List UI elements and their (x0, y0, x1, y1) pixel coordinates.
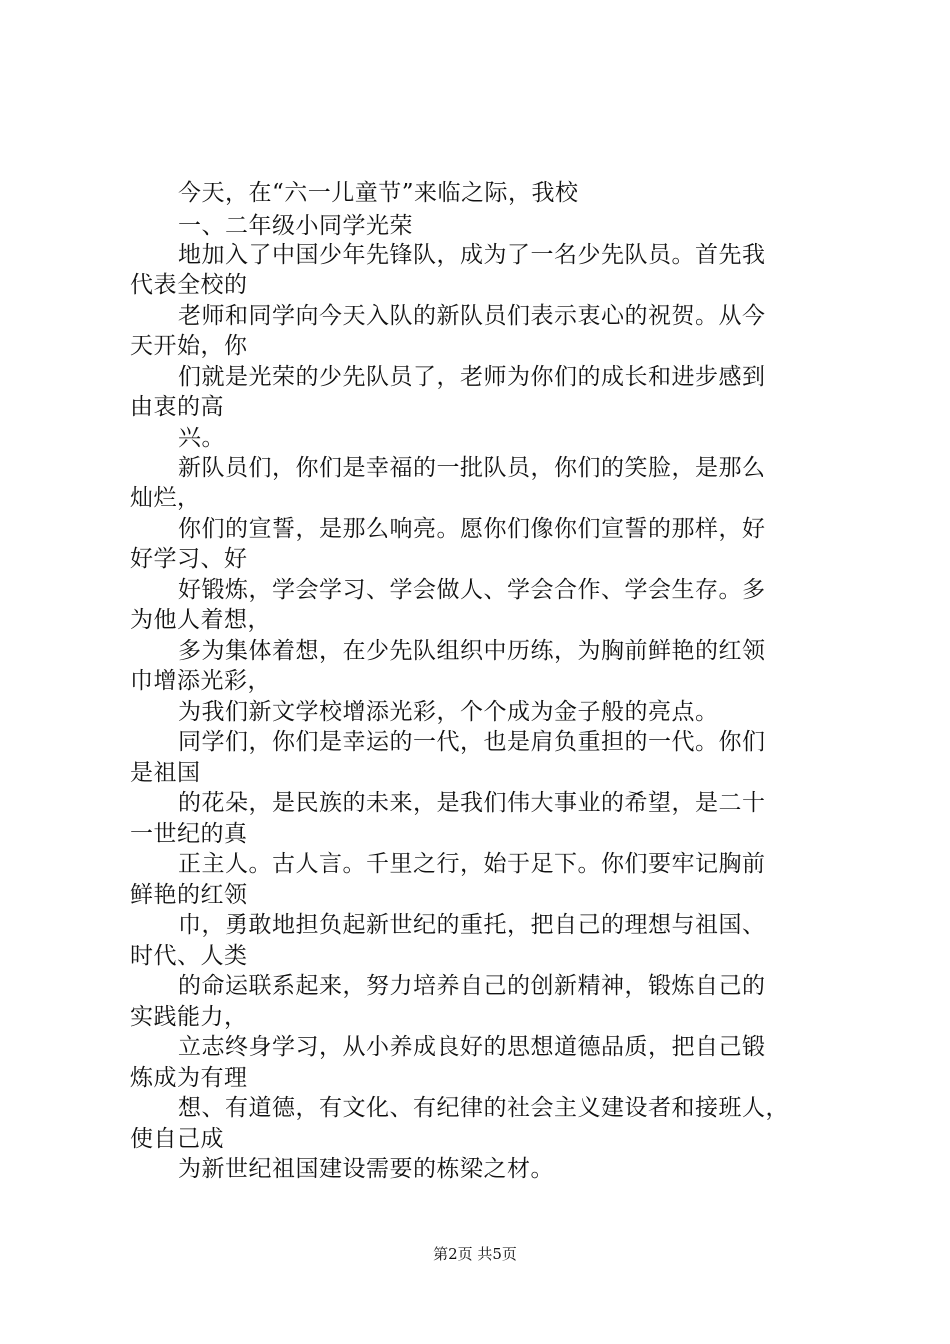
text-line: 由衷的高 (130, 394, 224, 420)
text-line: 新队员们，你们是幸福的一批队员，你们的笑脸，是那么 (178, 455, 766, 481)
text-line: 正主人。古人言。千里之行，始于足下。你们要牢记胸前 (178, 851, 766, 877)
text-line: 地加入了中国少年先锋队，成为了一名少先队员。首先我 (178, 242, 766, 268)
text-line: 为他人着想， (130, 607, 271, 633)
text-line: 使自己成 (130, 1126, 224, 1152)
text-line: 好锻炼，学会学习、学会做人、学会合作、学会生存。多 (178, 577, 766, 603)
text-line: 一世纪的真 (130, 821, 248, 847)
text-line: 为新世纪祖国建设需要的栋梁之材。 (178, 1156, 554, 1182)
text-line: 实践能力， (130, 1004, 248, 1030)
text-line: 是祖国 (130, 760, 201, 786)
text-line: 兴。 (178, 425, 225, 451)
text-line: 为我们新文学校增添光彩，个个成为金子般的亮点。 (178, 699, 719, 725)
text-line: 代表全校的 (130, 272, 248, 298)
text-line: 巾增添光彩， (130, 668, 271, 694)
text-line: 老师和同学向今天入队的新队员们表示衷心的祝贺。从今 (178, 303, 766, 329)
text-line: 天开始，你 (130, 333, 248, 359)
text-line: 一、二年级小同学光荣 (178, 213, 413, 239)
text-line: 同学们，你们是幸运的一代，也是肩负重担的一代。你们 (178, 729, 766, 755)
text-line: 的花朵，是民族的未来，是我们伟大事业的希望，是二十 (178, 790, 766, 816)
text-line: 多为集体着想，在少先队组织中历练，为胸前鲜艳的红领 (178, 638, 766, 664)
text-line: 立志终身学习，从小养成良好的思想道德品质，把自己锻 (178, 1034, 766, 1060)
text-line: 们就是光荣的少先队员了，老师为你们的成长和进步感到 (178, 364, 766, 390)
text-line: 巾，勇敢地担负起新世纪的重托，把自己的理想与祖国、 (178, 912, 766, 938)
text-line: 炼成为有理 (130, 1065, 248, 1091)
text-line: 你们的宣誓，是那么响亮。愿你们像你们宣誓的那样，好 (178, 516, 766, 542)
page-number-footer: 第2页 共5页 (433, 1245, 517, 1263)
text-line: 的命运联系起来，努力培养自己的创新精神，锻炼自己的 (178, 973, 766, 999)
text-line: 鲜艳的红领 (130, 882, 248, 908)
text-line: 好学习、好 (130, 546, 248, 572)
text-line: 想、有道德，有文化、有纪律的社会主义建设者和接班人， (178, 1095, 789, 1121)
text-line: 灿烂， (130, 485, 201, 511)
text-line: 今天，在“六一儿童节”来临之际，我校 (178, 180, 579, 206)
text-line: 时代、人类 (130, 943, 248, 969)
